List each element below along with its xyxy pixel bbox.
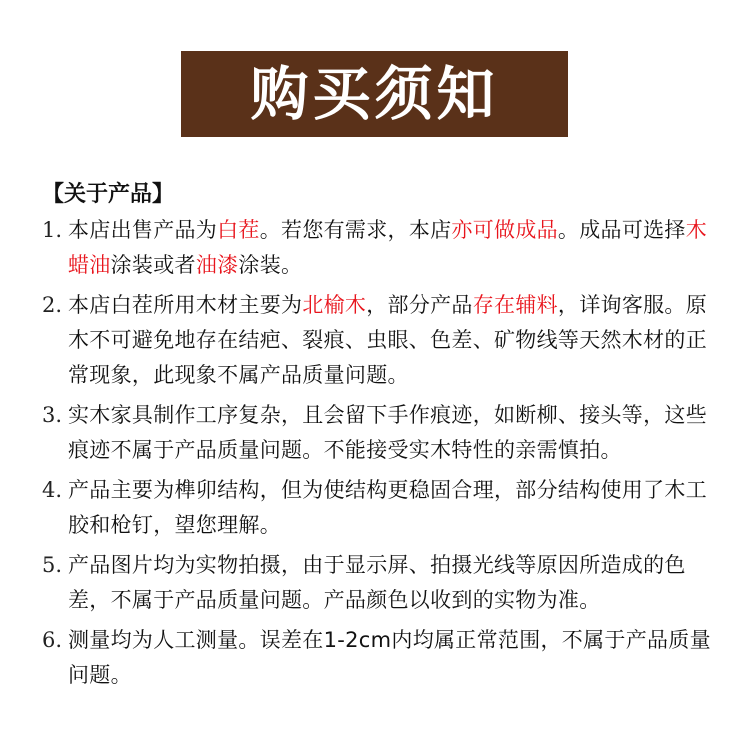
highlight-text: 木蜡油 [68, 218, 708, 277]
notice-item [42, 213, 722, 283]
notice-item [42, 398, 722, 468]
highlight-text: 油漆 [195, 253, 239, 277]
notice-item [42, 548, 722, 618]
body-text: 。成品可选择 [557, 218, 686, 242]
section-heading: 【关于产品】 [42, 182, 175, 207]
item-number: 2. [42, 293, 63, 317]
body-text: ，部分产品 [366, 293, 473, 317]
highlight-text: 存在辅料 [472, 293, 558, 317]
body-text: 本店白茬所用木材主要为 [68, 293, 303, 317]
item-number: 6. [42, 628, 63, 652]
item-text [68, 473, 722, 543]
body-text: 产品图片均为实物拍摄，由于显示屏、拍摄光线等原因所造成的色差，不属于产品质量问题。产品颜色以收到的实物为准。 [68, 553, 686, 612]
title-banner [181, 51, 568, 137]
body-text: 测量均为人工测量。误差在1-2cm内均属正常范围，不属于产品质量问题。 [68, 628, 711, 687]
notice-list [42, 213, 722, 698]
body-text: 涂装或者 [110, 253, 196, 277]
item-text [68, 398, 722, 468]
notice-item [42, 623, 722, 693]
highlight-text: 北榆木 [302, 293, 367, 317]
item-text [68, 288, 722, 393]
body-text: 产品主要为榫卯结构，但为使结构更稳固合理，部分结构使用了木工胶和枪钉，望您理解。 [68, 478, 707, 537]
body-text: 涂装。 [238, 253, 303, 277]
item-number: 4. [42, 478, 63, 502]
notice-item [42, 473, 722, 543]
item-number: 3. [42, 403, 63, 427]
item-number: 5. [42, 553, 63, 577]
item-text [68, 548, 722, 618]
body-text: 。若您有需求，本店 [259, 218, 452, 242]
body-text: 实木家具制作工序复杂，且会留下手作痕迹，如断柳、接头等，这些痕迹不属于产品质量问题。不能接受实木特性的亲需慎拍。 [68, 403, 707, 462]
item-text [68, 213, 722, 283]
body-text: 本店出售产品为 [68, 218, 218, 242]
highlight-text: 白茬 [217, 218, 260, 242]
item-number: 1. [42, 218, 63, 242]
highlight-text: 亦可做成品 [451, 218, 558, 242]
page-title: 购买须知 [250, 60, 499, 128]
item-text [68, 623, 722, 693]
body-text: ，详询客服。原木不可避免地存在结疤、裂痕、虫眼、色差、矿物线等天然木材的正常现象，此现象不属产品质量问题。 [68, 293, 708, 387]
notice-item [42, 288, 722, 393]
